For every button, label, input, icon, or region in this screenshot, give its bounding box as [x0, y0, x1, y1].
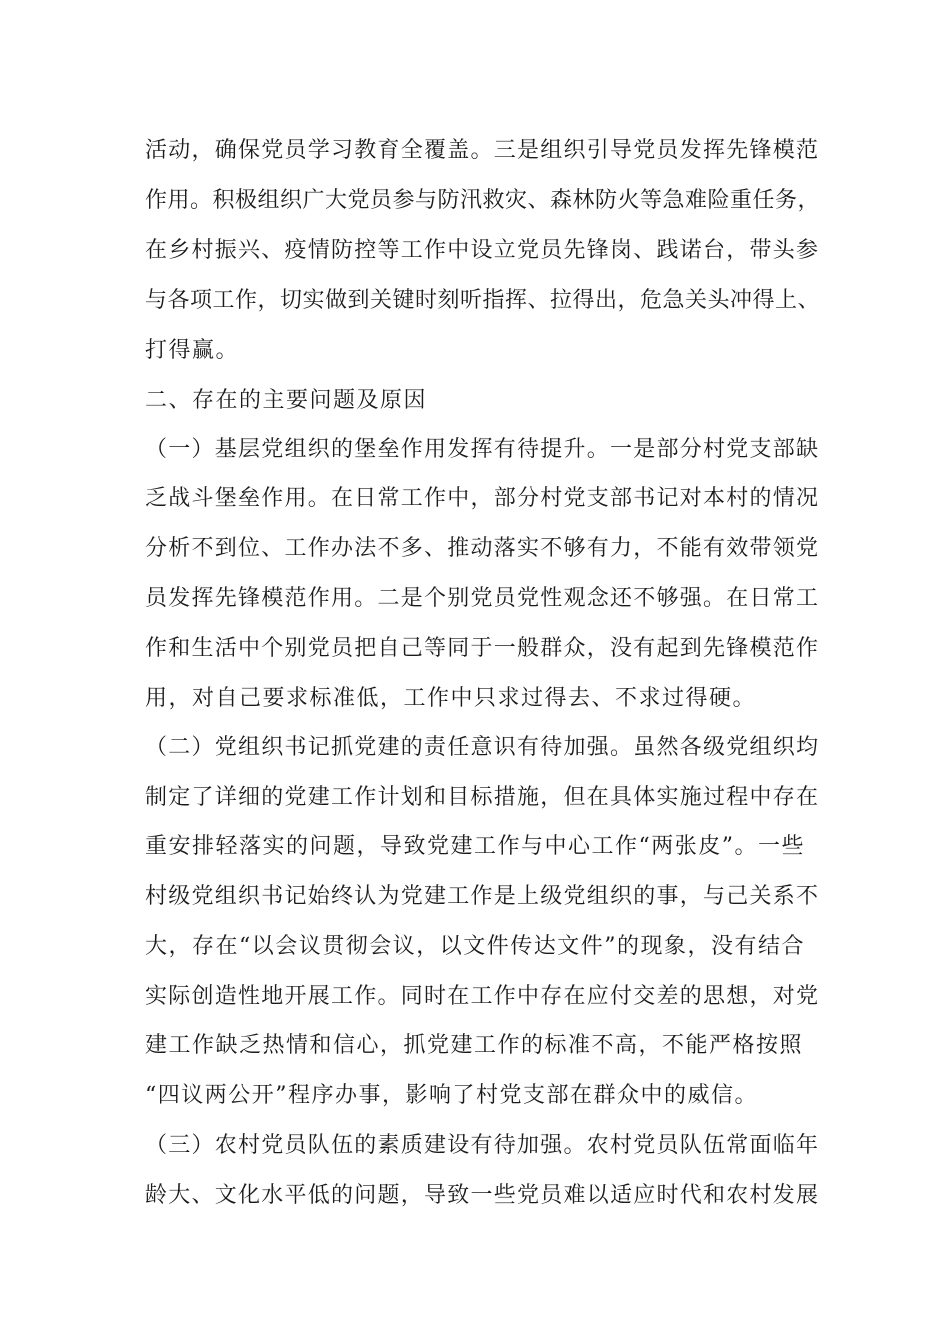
paragraph-line: 作和生活中个别党员把自己等同于一般群众，没有起到先锋模范作: [145, 636, 820, 661]
paragraph-line: 大，存在“以会议贯彻会议，以文件传达文件”的现象，没有结合: [145, 934, 805, 959]
subsection-heading-line: （三）农村党员队伍的素质建设有待加强。农村党员队伍常面临年: [145, 1133, 820, 1158]
section-heading: 二、存在的主要问题及原因: [145, 388, 428, 413]
paragraph-line: 村级党组织书记始终认为党建工作是上级党组织的事，与己关系不: [145, 884, 820, 909]
paragraph-line: 员发挥先锋模范作用。二是个别党员党性观念还不够强。在日常工: [145, 586, 820, 611]
paragraph-line: “四议两公开”程序办事，影响了村党支部在群众中的威信。: [145, 1083, 758, 1108]
paragraph-line: 打得赢。: [145, 338, 240, 363]
paragraph-line: 在乡村振兴、疫情防控等工作中设立党员先锋岗、践诺台，带头参: [145, 238, 820, 263]
paragraph-line: 分析不到位、工作办法不多、推动落实不够有力，不能有效带领党: [145, 536, 820, 561]
paragraph-line: 乏战斗堡垒作用。在日常工作中，部分村党支部书记对本村的情况: [145, 486, 820, 511]
paragraph-line: 与各项工作，切实做到关键时刻听指挥、拉得出，危急关头冲得上、: [145, 288, 821, 313]
paragraph-line: 实际创造性地开展工作。同时在工作中存在应付交差的思想，对党: [145, 984, 820, 1009]
paragraph-line: 用，对自己要求标准低，工作中只求过得去、不求过得硬。: [145, 686, 757, 711]
paragraph-line: 龄大、文化水平低的问题，导致一些党员难以适应时代和农村发展: [145, 1183, 820, 1208]
paragraph-line: 制定了详细的党建工作计划和目标措施，但在具体实施过程中存在: [145, 785, 820, 810]
subsection-heading-line: （二）党组织书记抓党建的责任意识有待加强。虽然各级党组织均: [145, 735, 820, 760]
paragraph-line: 作用。积极组织广大党员参与防汛救灾、森林防火等急难险重任务，: [145, 188, 821, 213]
subsection-heading-line: （一）基层党组织的堡垒作用发挥有待提升。一是部分村党支部缺: [145, 437, 820, 462]
paragraph-line: 重安排轻落实的问题，导致党建工作与中心工作“两张皮”。一些: [145, 834, 805, 859]
paragraph-line: 活动，确保党员学习教育全覆盖。三是组织引导党员发挥先锋模范: [145, 138, 820, 163]
paragraph-line: 建工作缺乏热情和信心，抓党建工作的标准不高，不能严格按照: [145, 1033, 804, 1058]
